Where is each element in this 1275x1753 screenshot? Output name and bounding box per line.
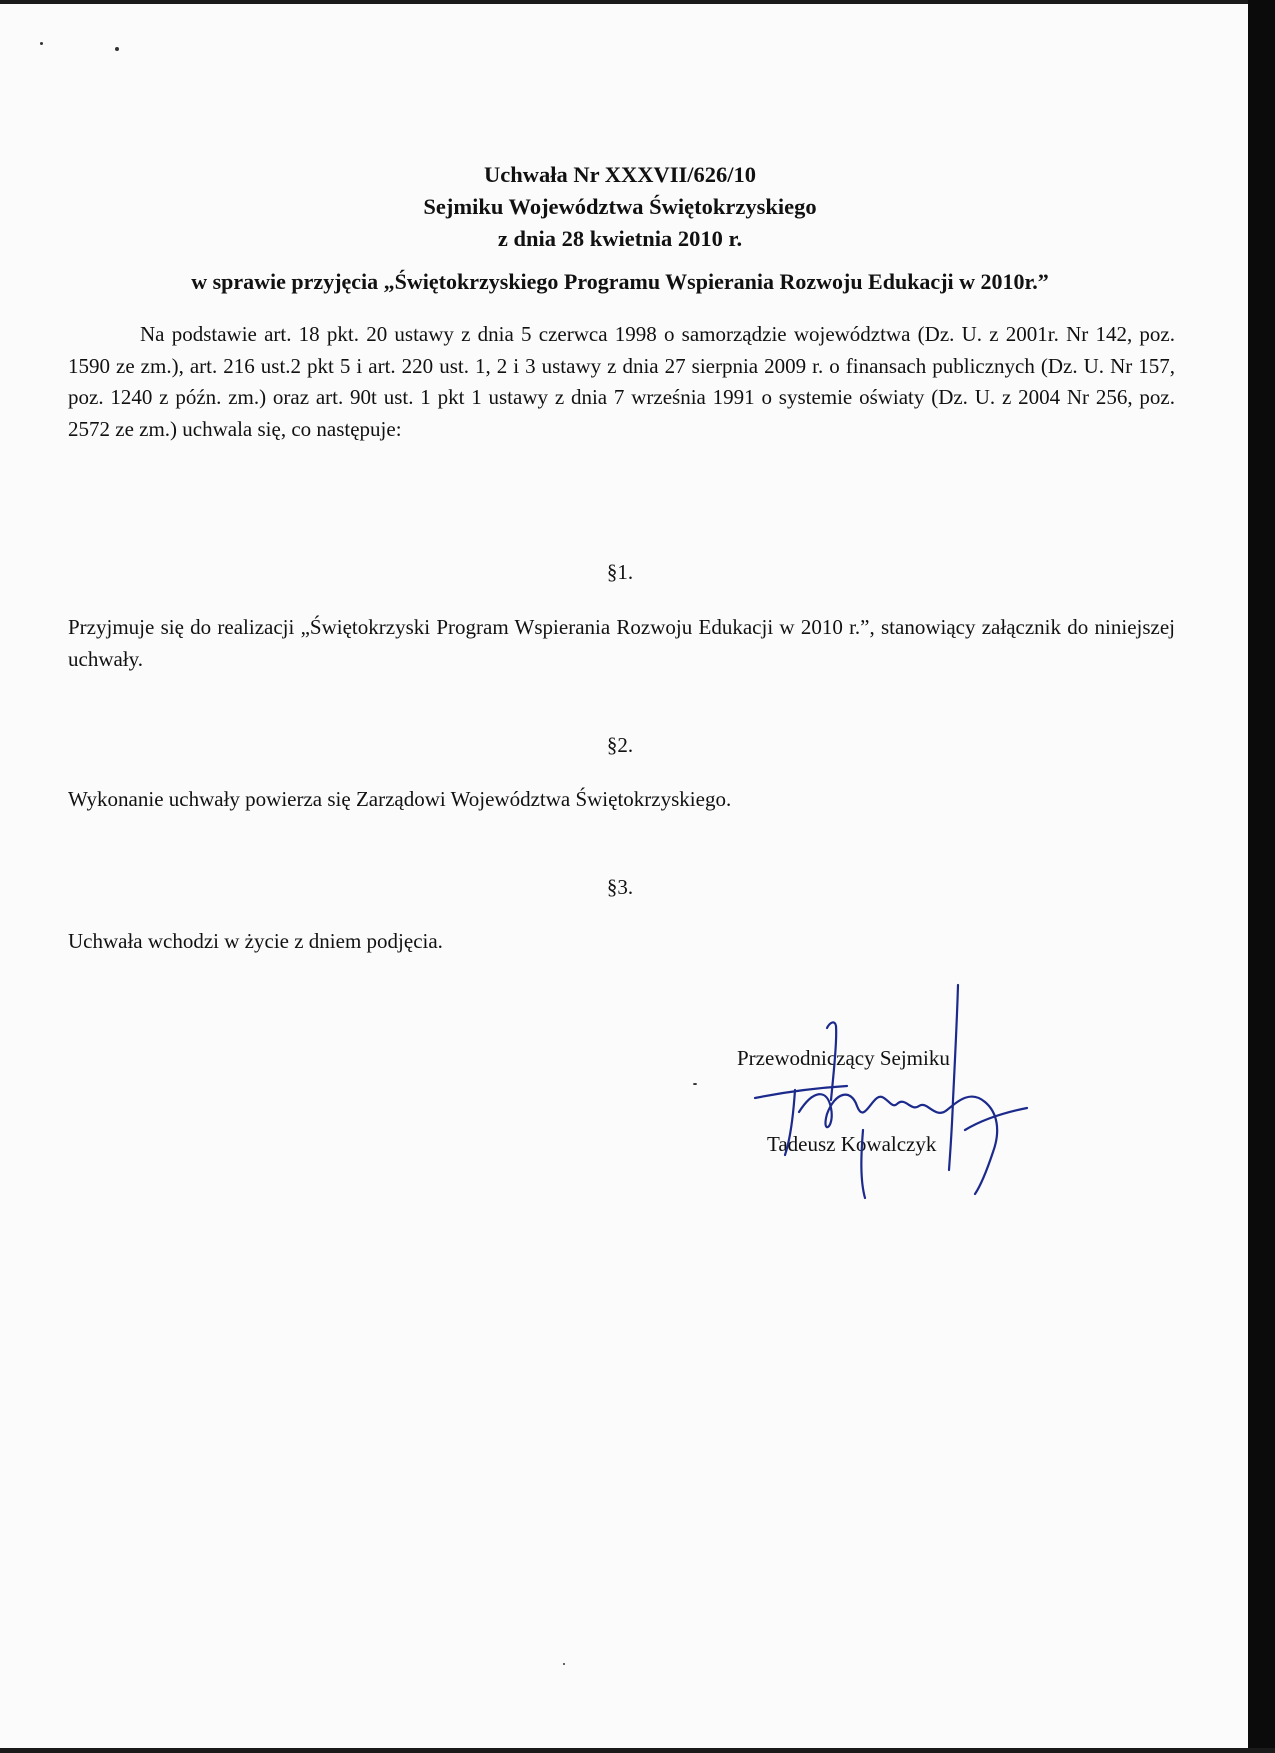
scan-speck	[563, 1663, 565, 1665]
scan-speck	[40, 42, 43, 45]
section-1-text: Przyjmuje się do realizacji „Świętokrzyski Program Wspierania Rozwoju Edukacji w 2010 r.”, stanowiący załącznik do niniejszej uchwały.	[68, 615, 1175, 671]
signatory-name: Tadeusz Kowalczyk	[767, 1132, 937, 1156]
signatory-role: Przewodniczący Sejmiku	[737, 1046, 950, 1070]
scan-speck	[693, 1083, 697, 1085]
handwritten-signature	[735, 980, 1055, 1210]
scan-edge-bottom	[0, 1748, 1275, 1753]
section-1-mark: §1.	[606, 560, 634, 584]
resolution-number: Uchwała Nr XXXVII/626/10	[483, 162, 757, 187]
section-3-text: Uchwała wchodzi w życie z dniem podjęcia.	[68, 929, 443, 953]
resolution-subject: w sprawie przyjęcia „Świętokrzyskiego Programu Wspierania Rozwoju Edukacji w 2010r.”	[191, 269, 1049, 294]
scan-edge-right	[1248, 0, 1275, 1753]
scan-speck	[115, 47, 119, 51]
scan-edge-top	[0, 0, 1275, 4]
resolution-date: z dnia 28 kwietnia 2010 r.	[497, 226, 743, 251]
section-2-text: Wykonanie uchwały powierza się Zarządowi Województwa Świętokrzyskiego.	[68, 787, 732, 811]
section-2-mark: §2.	[606, 733, 634, 757]
section-3-mark: §3.	[606, 875, 634, 899]
legal-basis-paragraph: Na podstawie art. 18 pkt. 20 ustawy z dnia 5 czerwca 1998 o samorządzie województwa (Dz. U. z 2001r. Nr 142, poz. 1590 ze zm.), art. 216 ust.2 pkt 5 i art. 220 ust. 1, 2 i 3 ustawy z dnia 27 sierpnia 2009 r. o finansach publicznych (Dz. U. Nr 157, poz. 1240 z późn. zm.) oraz art. 90t ust. 1 pkt 1 ustawy z dnia 7 września 1991 o systemie oświaty (Dz. U. z 2004 Nr 256, poz. 2572 ze zm.) uchwala się, co następuje:	[68, 322, 1175, 441]
resolution-header	[0, 159, 1240, 255]
issuing-body: Sejmiku Województwa Świętokrzyskiego	[423, 194, 817, 219]
